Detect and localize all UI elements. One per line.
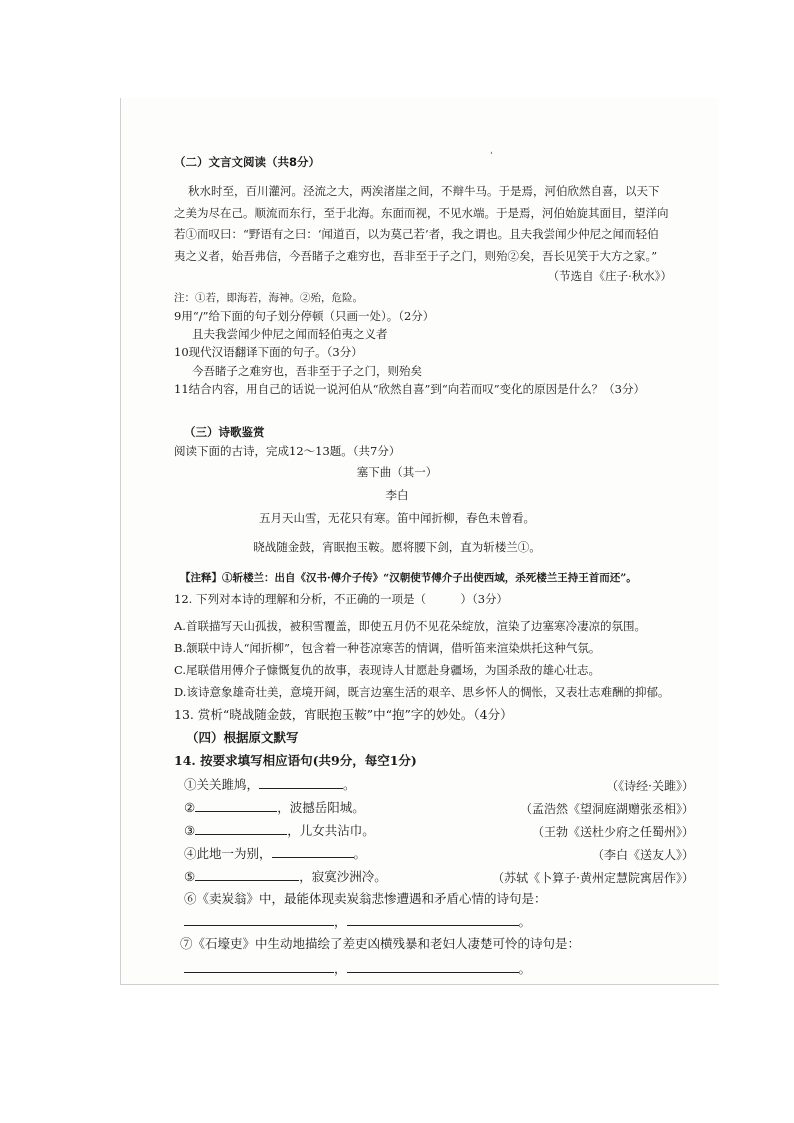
- passage-line: 夷之义者，始吾弗信，今吾睹子之难穷也，吾非至于子之门，则殆②矣，吾长见笑于大方之家。”: [174, 249, 658, 263]
- poem-line: 五月天山雪，无花只有寒。笛中闻折柳，春色未曾看。: [259, 511, 535, 525]
- question-11: 11结合内容，用自己的话说一说河伯从“欣然自喜”到“向若而叹”变化的原因是什么？（3分）: [174, 382, 645, 396]
- answer-blank[interactable]: [347, 961, 519, 973]
- section4-heading: （四）根据原文默写: [186, 730, 299, 745]
- item-source: （苏轼《卜算子·黄州定慧院寓居作》）: [492, 871, 694, 885]
- poem-annotation: 【注释】①斩楼兰：出自《汉书·傅介子传》“汉朝使节傅介子出使西域，杀死楼兰王持王首而还”。: [180, 572, 637, 584]
- answer-blank[interactable]: [259, 777, 343, 789]
- option-a: A.首联描写天山孤拔，被积雪覆盖，即使五月仍不见花朵绽放，渲染了边塞寒冷凄凉的氛围。: [174, 619, 646, 633]
- answer-blank[interactable]: [195, 823, 287, 835]
- passage-line: 若①而叹曰：“野语有之曰：‘闻道百，以为莫己若’者，我之谓也。且夫我尝闻少仲尼之闻而轻伯: [174, 227, 659, 241]
- passage-line: 之美为尽在己。顺流而东行，至于北海。东面而视，不见水端。于是焉，河伯始旋其面目，望洋向: [174, 206, 669, 220]
- passage-source: （节选自《庄子·秋水》）: [547, 269, 672, 283]
- answer-blank[interactable]: [184, 961, 334, 973]
- option-b: B.颔联中诗人“闻折柳”，包含着一种苍凉寒苦的情调，借听笛来渲染烘托这种气氛。: [174, 641, 601, 655]
- option-d: D.该诗意象雄奇壮美，意境开阔，既言边塞生活的艰辛、思乡怀人的惆怅，又表壮志难酬的抑郁。: [174, 685, 670, 699]
- option-c: C.尾联借用傅介子慷慨复仇的故事，表现诗人甘愿赴身疆场，为国杀敌的雄心壮志。: [174, 663, 601, 677]
- dictation-item: ③ ，儿女共沾巾。: [184, 823, 375, 838]
- question-13: 13. 赏析“晓战随金鼓，宵眠抱玉鞍”中“抱”字的妙处。（4分）: [174, 707, 513, 722]
- section2-heading: （二）文言文阅读（共8分）: [174, 155, 321, 169]
- question-14-7: ⑦《石壕吏》中生动地描绘了差吏凶横残暴和老妇人凄楚可怜的诗句是：: [180, 936, 581, 951]
- answer-line-6: ， 。: [184, 914, 531, 929]
- answer-line-7: ， 。: [184, 961, 531, 976]
- question-9: 9用“/”给下面的句子划分停顿（只画一处）。（2分）: [174, 309, 435, 323]
- poem-line: 晓战随金鼓，宵眠抱玉鞍。愿将腰下剑，直为斩楼兰①。: [253, 540, 541, 554]
- question-14: 14. 按要求填写相应语句(共9分，每空1分): [174, 753, 417, 768]
- question-14-6: ⑥《卖炭翁》中，最能体现卖炭翁悲惨遭遇和矛盾心情的诗句是：: [184, 891, 547, 906]
- question-10: 10现代汉语翻译下面的句子。（3分）: [174, 345, 363, 359]
- dictation-item: ⑤ ，寂寞沙洲冷。: [184, 869, 387, 884]
- poem-intro: 阅读下面的古诗，完成12～13题。（共7分）: [174, 444, 401, 458]
- passage-line: 秋水时至，百川灌河。泾流之大，两涘渚崖之间，不辩牛马。于是焉，河伯欣然自喜，以天下: [188, 184, 660, 198]
- answer-blank[interactable]: [195, 869, 299, 881]
- question-12: 12. 下列对本诗的理解和分析，不正确的一项是（ ）（3分）: [174, 592, 509, 606]
- dictation-item: ④此地一为别， 。: [184, 846, 367, 861]
- item-source: （《诗经·关雎》）: [606, 779, 694, 793]
- scan-mark: ˈ: [490, 152, 493, 162]
- dictation-item: ①关关雎鸠， 。: [184, 777, 356, 792]
- question-10-text: 今吾睹子之难穷也，吾非至于子之门，则殆矣: [192, 364, 422, 378]
- item-source: （孟浩然《望洞庭湖赠张丞相》）: [519, 802, 694, 816]
- item-source: （李白《送友人》）: [591, 848, 694, 862]
- item-source: （王勃《送杜少府之任蜀州》）: [531, 825, 694, 839]
- dictation-item: ② ，波撼岳阳城。: [184, 800, 365, 815]
- question-9-text: 且夫我尝闻少仲尼之闻而轻伯夷之义者: [192, 327, 388, 341]
- passage-note: 注：①若，即海若，海神。②殆，危险。: [174, 292, 363, 304]
- poem-title: 塞下曲（其一）: [356, 465, 438, 479]
- section3-heading: （三）诗歌鉴赏: [184, 425, 265, 439]
- answer-blank[interactable]: [184, 914, 334, 926]
- poem-author: 李白: [385, 488, 409, 502]
- answer-blank[interactable]: [272, 846, 354, 858]
- answer-blank[interactable]: [347, 914, 519, 926]
- answer-blank[interactable]: [195, 800, 277, 812]
